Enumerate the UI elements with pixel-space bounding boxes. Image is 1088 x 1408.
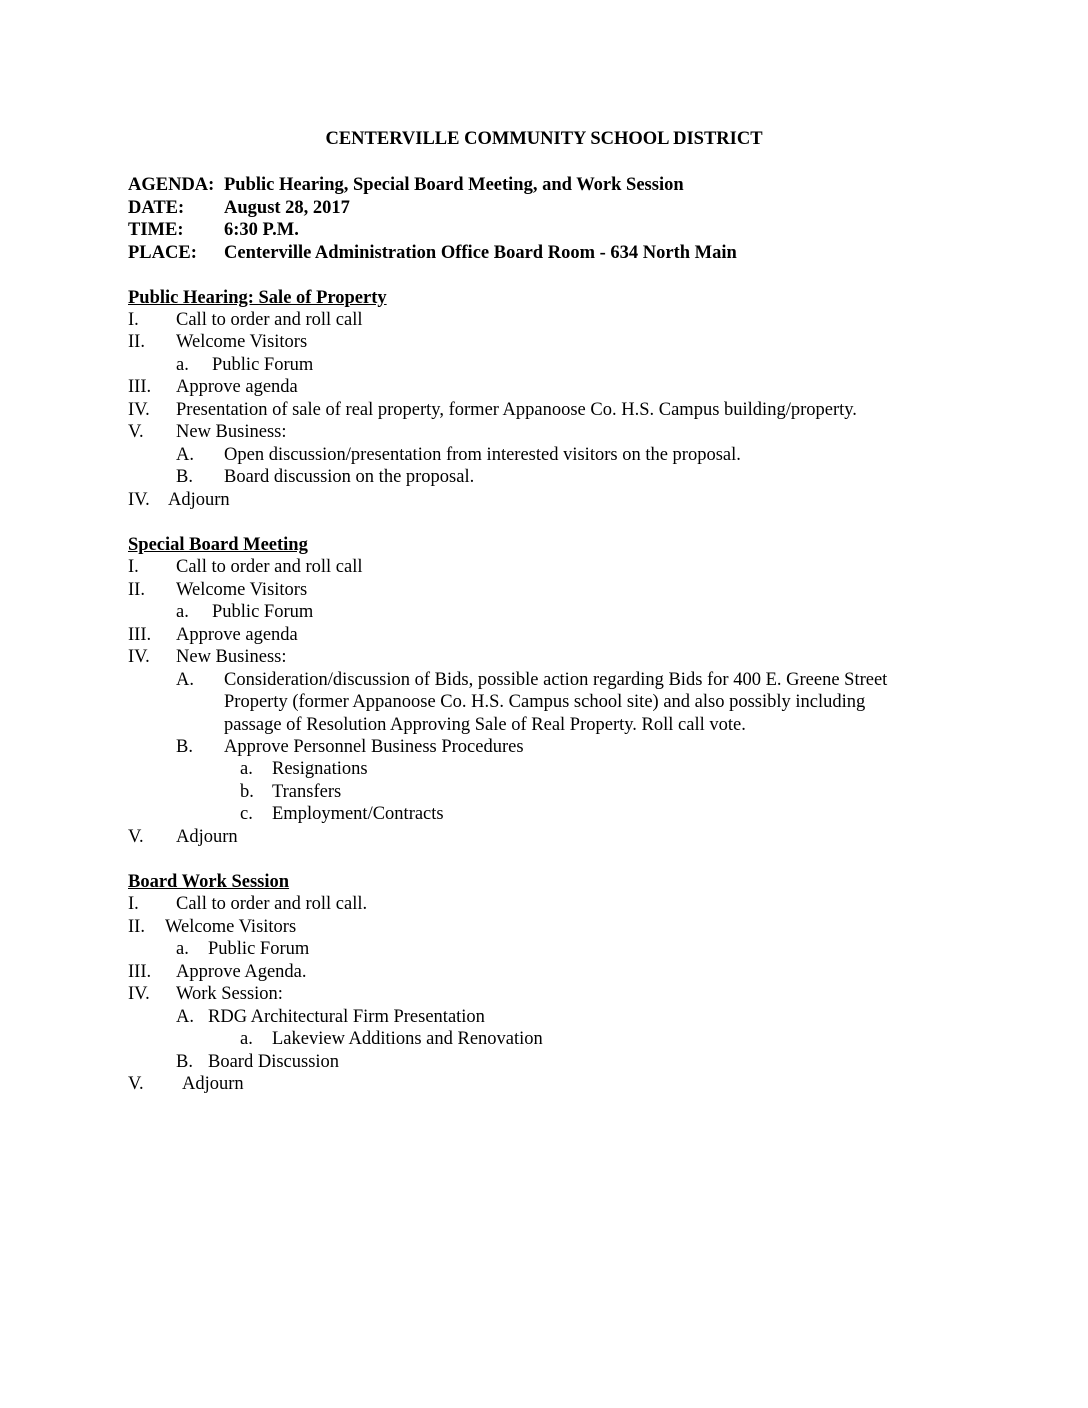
agenda-item-number: I. [128, 894, 139, 914]
agenda-subitem-text-continued: Property (former Appanoose Co. H.S. Campus school site) and also possibly including [224, 692, 866, 712]
agenda-item-number: IV. [128, 984, 150, 1004]
agenda-subsubitem-text: Employment/Contracts [272, 804, 444, 824]
place-value: Centerville Administration Office Board Room - 634 North Main [224, 243, 737, 263]
agenda-item-number: III. [128, 625, 152, 645]
agenda-subitem-text: Open discussion/presentation from interested visitors on the proposal. [224, 445, 741, 465]
agenda-item-number: V. [128, 1074, 144, 1094]
document-title: CENTERVILLE COMMUNITY SCHOOL DISTRICT [325, 129, 763, 149]
time-value: 6:30 P.M. [224, 220, 299, 240]
agenda-subitem-text: Board discussion on the proposal. [224, 467, 475, 487]
date-label: DATE: [128, 198, 185, 218]
agenda-subitem-text: Public Forum [212, 602, 314, 622]
agenda-subsubitem-text: Resignations [272, 759, 368, 779]
agenda-subsubitem-text: Transfers [272, 782, 342, 802]
agenda-subitem-letter: B. [176, 467, 193, 487]
agenda-label: AGENDA: [128, 175, 215, 195]
agenda-item-number: III. [128, 377, 152, 397]
agenda-item-number: V. [128, 422, 144, 442]
agenda-item-text: Adjourn [182, 1074, 244, 1094]
agenda-item-number: II. [128, 580, 145, 600]
agenda-subitem-text: Public Forum [208, 939, 310, 959]
agenda-item-text: Welcome Visitors [176, 332, 308, 352]
agenda-subsubitem-text: Lakeview Additions and Renovation [272, 1029, 543, 1049]
agenda-subitem-letter: B. [176, 1052, 193, 1072]
agenda-item-text: Call to order and roll call [176, 310, 363, 330]
agenda-item-text: New Business: [176, 647, 287, 667]
agenda-subitem-letter: A. [176, 445, 194, 465]
agenda-item-number: V. [128, 827, 144, 847]
agenda-subitem-text: Approve Personnel Business Procedures [224, 737, 524, 757]
agenda-item-number: II. [128, 917, 145, 937]
time-label: TIME: [128, 220, 184, 240]
agenda-item-number: IV. [128, 400, 150, 420]
agenda-item-text: Call to order and roll call [176, 557, 363, 577]
agenda-subitem-letter: a. [176, 355, 189, 375]
agenda-item-number: III. [128, 962, 152, 982]
special-board-meeting-heading: Special Board Meeting [128, 535, 308, 555]
agenda-item-number: IV. [128, 490, 150, 510]
agenda-item-text: Approve Agenda. [176, 962, 307, 982]
agenda-item-text: Approve agenda [176, 625, 298, 645]
agenda-item-text: Adjourn [176, 827, 238, 847]
agenda-subitem-text: Board Discussion [208, 1052, 340, 1072]
agenda-subitem-text: Consideration/discussion of Bids, possible action regarding Bids for 400 E. Greene Street [224, 670, 888, 690]
agenda-subitem-text-continued: passage of Resolution Approving Sale of Real Property. Roll call vote. [224, 715, 746, 735]
agenda-subitem-text: Public Forum [212, 355, 314, 375]
agenda-subsubitem-letter: c. [240, 804, 253, 824]
agenda-item-text: Approve agenda [176, 377, 298, 397]
agenda-subsubitem-letter: b. [240, 782, 254, 802]
agenda-subitem-text: RDG Architectural Firm Presentation [208, 1007, 485, 1027]
agenda-subitem-letter: A. [176, 670, 194, 690]
agenda-subitem-letter: a. [176, 939, 189, 959]
agenda-item-text: New Business: [176, 422, 287, 442]
agenda-item-number: I. [128, 310, 139, 330]
agenda-item-text: Presentation of sale of real property, former Appanoose Co. H.S. Campus building/property. [176, 400, 857, 420]
agenda-item-text: Adjourn [168, 490, 230, 510]
agenda-item-number: II. [128, 332, 145, 352]
agenda-item-text: Work Session: [176, 984, 283, 1004]
agenda-subsubitem-letter: a. [240, 759, 253, 779]
agenda-subitem-letter: B. [176, 737, 193, 757]
agenda-subsubitem-letter: a. [240, 1029, 253, 1049]
agenda-item-text: Call to order and roll call. [176, 894, 368, 914]
date-value: August 28, 2017 [224, 198, 350, 218]
agenda-subitem-letter: a. [176, 602, 189, 622]
agenda-value: Public Hearing, Special Board Meeting, and Work Session [224, 175, 684, 195]
agenda-subitem-letter: A. [176, 1007, 194, 1027]
public-hearing-heading: Public Hearing: Sale of Property [128, 288, 387, 308]
agenda-item-number: IV. [128, 647, 150, 667]
board-work-session-heading: Board Work Session [128, 872, 290, 892]
place-label: PLACE: [128, 243, 197, 263]
agenda-item-number: I. [128, 557, 139, 577]
agenda-item-text: Welcome Visitors [176, 580, 308, 600]
agenda-item-text: Welcome Visitors [165, 917, 297, 937]
